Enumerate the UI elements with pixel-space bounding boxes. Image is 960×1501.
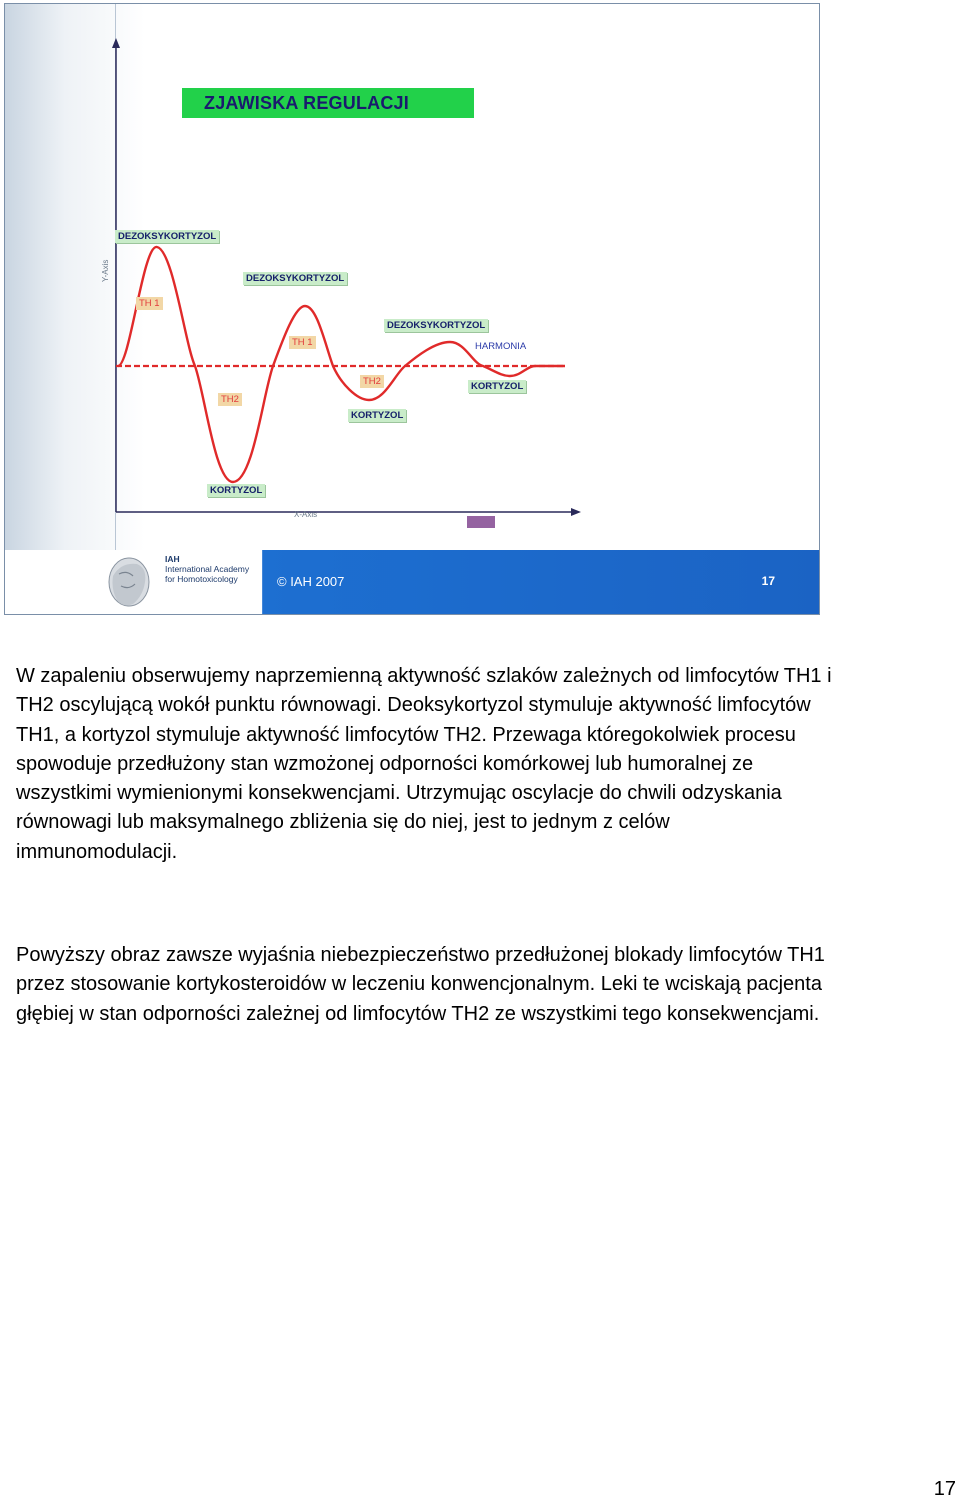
slide-number: 17 bbox=[761, 574, 775, 588]
copyright-text: © IAH 2007 bbox=[277, 574, 345, 589]
y-axis-label: Y-Axis bbox=[101, 259, 110, 282]
paragraph-1: W zapaleniu obserwujemy naprzemienną aktywność szlaków zależnych od limfocytów TH1 i TH2 oscylującą wokół punktu równowagi. Deoksykortyzol stymuluje aktywność limfocytów TH1, a kortyzol stymuluje aktywność limfocytów TH2. Przewaga któregokolwiek procesu spowoduje przedłużony stan wzmożonej odporności komórkowej lub humoralnej ze wszystkimi wymienionymi konsekwencjami. Utrzymując oscylacje do chwili odzyskania równowagi lub maksymalnego zbliżenia się do niej, jest to jednym z celów immunomodulacji. bbox=[16, 665, 832, 863]
x-axis-arrow bbox=[571, 508, 581, 516]
label-kortyzol-3: KORTYZOL bbox=[468, 380, 526, 393]
label-dezoksykortyzol-2: DEZOKSYKORTYZOL bbox=[243, 272, 347, 285]
label-th2-b: TH2 bbox=[360, 375, 384, 388]
slide-footer bbox=[5, 550, 819, 614]
x-axis-label: X-Axis bbox=[294, 510, 318, 519]
hahnemann-logo-icon bbox=[99, 552, 159, 614]
slide-image bbox=[4, 3, 820, 615]
y-axis-arrow bbox=[112, 38, 120, 48]
label-harmonia: HARMONIA bbox=[475, 341, 527, 352]
label-th1-a: TH 1 bbox=[136, 297, 163, 310]
label-dezoksykortyzol-1: DEZOKSYKORTYZOL bbox=[115, 230, 219, 243]
label-dezoksykortyzol-3: DEZOKSYKORTYZOL bbox=[384, 319, 488, 332]
label-kortyzol-2: KORTYZOL bbox=[348, 409, 406, 422]
label-th1-b: TH 1 bbox=[289, 336, 316, 349]
decorative-box bbox=[467, 516, 495, 528]
page-number: 17 bbox=[933, 1478, 956, 1500]
label-kortyzol-1: KORTYZOL bbox=[207, 484, 265, 497]
paragraph-2: Powyższy obraz zawsze wyjaśnia niebezpieczeństwo przedłużonej blokady limfocytów TH1 przez stosowanie kortykosteroidów w leczeniu konwencjonalnym. Leki te wciskają pacjenta głębiej w stan odporności zależnej od limfocytów TH2 ze wszystkimi tego konsekwencjami. bbox=[16, 944, 825, 1025]
org-name bbox=[165, 554, 249, 584]
slide-title: ZJAWISKA REGULACJI bbox=[182, 88, 474, 118]
org-line-3: for Homotoxicology bbox=[165, 574, 238, 584]
label-th2-a: TH2 bbox=[218, 393, 242, 406]
org-line-1: IAH bbox=[165, 554, 180, 564]
regulation-diagram bbox=[5, 4, 820, 552]
org-line-2: International Academy bbox=[165, 564, 250, 574]
